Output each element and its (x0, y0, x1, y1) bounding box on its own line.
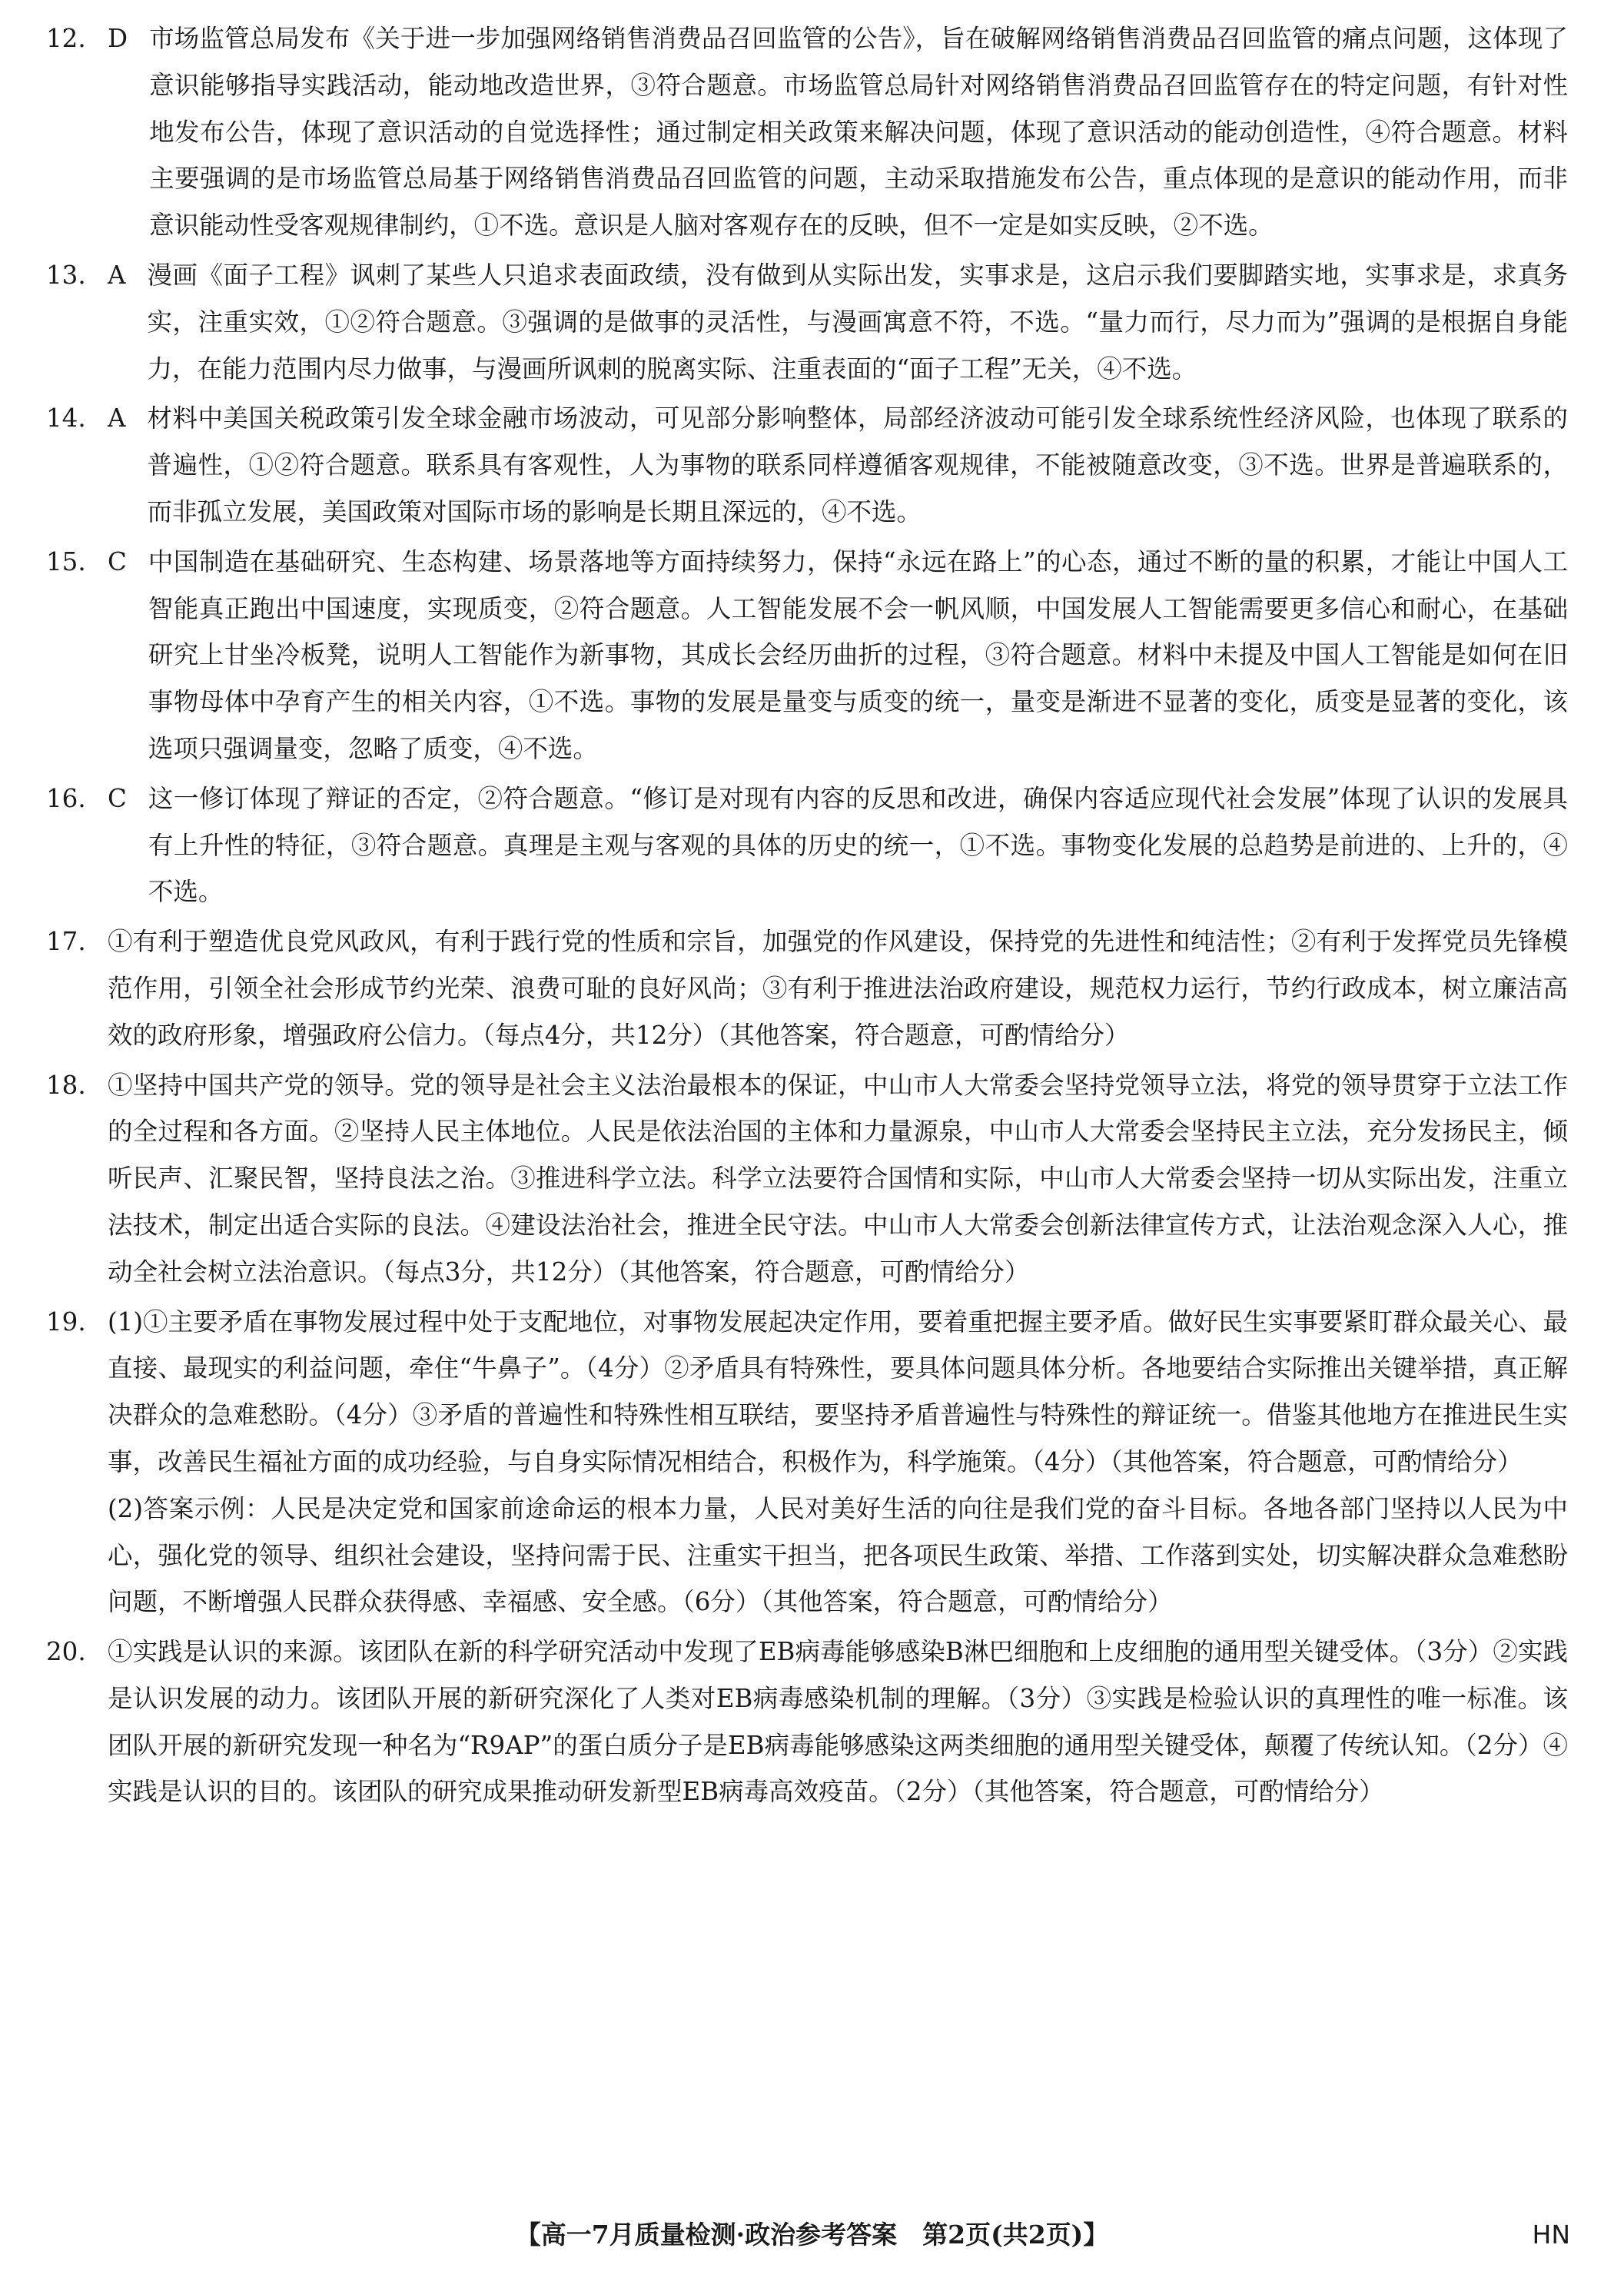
footer-code: HN (1532, 2220, 1570, 2250)
page-footer (0, 2212, 1624, 2258)
footer-title: 【高一7月质量检测·政治参考答案 第2页(共2页)】 (515, 2220, 1109, 2250)
answer-letter: C (108, 783, 127, 813)
answer-item-19 (46, 1299, 1568, 1626)
answer-item-17 (46, 918, 1568, 1058)
explanation-text: 市场监管总局发布《关于进一步加强网络销售消费品召回监管的公告》，旨在破解网络销售消费品召回监管的痛点问题，这体现了意识能够指导实践活动，能动地改造世界，③符合题意。市场监管总局针对网络销售消费品召回监管存在的特定问题，有针对性地发布公告，体现了意识活动的自觉选择性；通过制定相关政策来解决问题，体现了意识活动的能动创造性，④符合题意。材料主要强调的是市场监管总局基于网络销售消费品召回监管的问题，主动采取措施发布公告，重点体现的是意识的能动作用，而非意识能动性受客观规律制约，①不选。意识是人脑对客观存在的反映，但不一定是如实反映，②不选。 (149, 24, 1568, 241)
answer-item-16 (46, 775, 1568, 915)
answer-letter: A (108, 403, 126, 433)
explanation-text: ①坚持中国共产党的领导。党的领导是社会主义法治最根本的保证，中山市人大常委会坚持党领导立法，将党的领导贯穿于立法工作的全过程和各方面。②坚持人民主体地位。人民是依法治国的主体和力量源泉，中山市人大常委会坚持民主立法，充分发扬民主，倾听民声、汇聚民智，坚持良法之治。③推进科学立法。科学立法要符合国情和实际，中山市人大常委会坚持一切从实际出发，注重立法技术，制定出适合实际的良法。④建设法治社会，推进全民守法。中山市人大常委会创新法律宣传方式，让法治观念深入人心，推动全社会树立法治意识。（每点3分，共12分）（其他答案，符合题意，可酌情给分） (108, 1070, 1568, 1287)
explanation-text: ①有利于塑造优良党风政风，有利于践行党的性质和宗旨，加强党的作风建设，保持党的先进性和纯洁性；②有利于发挥党员先锋模范作用，引领全社会形成节约光荣、浪费可耻的良好风尚；③有利于推进法治政府建设，规范权力运行，节约行政成本，树立廉洁高效的政府形象，增强政府公信力。（每点4分，共12分）（其他答案，符合题意，可酌情给分） (108, 927, 1568, 1050)
explanation-text: ①实践是认识的来源。该团队在新的科学研究活动中发现了EB病毒能够感染B淋巴细胞和上皮细胞的通用型关键受体。（3分）②实践是认识发展的动力。该团队开展的新研究深化了人类对EB病毒感染机制的理解。（3分）③实践是检验认识的真理性的唯一标准。该团队开展的新研究发现一种名为“R9AP”的蛋白质分子是EB病毒能够感染这两类细胞的通用型关键受体，颠覆了传统认知。（2分）④实践是认识的目的。该团队的研究成果推动研发新型EB病毒高效疫苗。（2分）（其他答案，符合题意，可酌情给分） (108, 1637, 1568, 1807)
answer-item-18 (46, 1062, 1568, 1296)
answer-letter: A (108, 260, 126, 290)
explanation-text: 中国制造在基础研究、生态构建、场景落地等方面持续努力，保持“永远在路上”的心态，通过不断的量的积累，才能让中国人工智能真正跑出中国速度，实现质变，②符合题意。人工智能发展不会一帆风顺，中国发展人工智能需要更多信心和耐心，在基础研究上甘坐冷板凳，说明人工智能作为新事物，其成长会经历曲折的过程，③符合题意。材料中未提及中国人工智能是如何在旧事物母体中孕育产生的相关内容，①不选。事物的发展是量变与质变的统一，量变是渐进不显著的变化，质变是显著的变化，该选项只强调量变，忽略了质变，④不选。 (148, 546, 1568, 763)
answer-item-15 (46, 539, 1568, 772)
answer-list (46, 15, 1568, 1818)
explanation-text: 漫画《面子工程》讽刺了某些人只追求表面政绩，没有做到从实际出发，实事求是，这启示我们要脚踏实地，实事求是，求真务实，注重实效，①②符合题意。③强调的是做事的灵活性，与漫画寓意不符，不选。“量力而行，尽力而为”强调的是根据自身能力，在能力范围内尽力做事，与漫画所讽刺的脱离实际、注重表面的“面子工程”无关，④不选。 (147, 260, 1568, 384)
answer-item-14 (46, 395, 1568, 535)
question-number: 19. (46, 1307, 86, 1337)
answer-letter: C (108, 546, 127, 576)
question-number: 17. (46, 927, 86, 957)
answer-item-20 (46, 1629, 1568, 1815)
answer-item-13 (46, 252, 1568, 392)
sub-answer-1: (1)①主要矛盾在事物发展过程中处于支配地位，对事物发展起决定作用，要着重把握主要矛盾。做好民生实事要紧盯群众最关心、最直接、最现实的利益问题，牵住“牛鼻子”。（4分）②矛盾具有特殊性，要具体问题具体分析。各地要结合实际推出关键举措，真正解决群众的急难愁盼。（4分）③矛盾的普遍性和特殊性相互联结，要坚持矛盾普遍性与特殊性的辩证统一。借鉴其他地方在推进民生实事，改善民生福祉方面的成功经验，与自身实际情况相结合，积极作为，科学施策。（4分）（其他答案，符合题意，可酌情给分） (108, 1307, 1568, 1476)
explanation-text (108, 1299, 1568, 1626)
answer-item-12 (46, 15, 1568, 249)
explanation-text: 这一修订体现了辩证的否定，②符合题意。“修订是对现有内容的反思和改进，确保内容适应现代社会发展”体现了认识的发展具有上升性的特征，③符合题意。真理是主观与客观的具体的历史的统一，①不选。事物变化发展的总趋势是前进的、上升的，④不选。 (148, 783, 1568, 907)
answer-letter: D (108, 24, 128, 53)
explanation-text: 材料中美国关税政策引发全球金融市场波动，可见部分影响整体，局部经济波动可能引发全球系统性经济风险，也体现了联系的普遍性，①②符合题意。联系具有客观性，人为事物的联系同样遵循客观规律，不能被随意改变，③不选。世界是普遍联系的，而非孤立发展，美国政策对国际市场的影响是长期且深远的，④不选。 (147, 403, 1568, 526)
question-number: 14. (46, 403, 86, 433)
sub-answer-2: (2)答案示例：人民是决定党和国家前途命运的根本力量，人民对美好生活的向往是我们党的奋斗目标。各地各部门坚持以人民为中心，强化党的领导、组织社会建设，坚持问需于民、注重实干担当，把各项民生政策、举措、工作落到实处，切实解决群众急难愁盼问题，不断增强人民群众获得感、幸福感、安全感。（6分）（其他答案，符合题意，可酌情给分） (108, 1493, 1568, 1617)
question-number: 16. (46, 783, 86, 813)
question-number: 15. (46, 546, 86, 576)
question-number: 20. (46, 1637, 86, 1667)
question-number: 12. (46, 24, 86, 53)
question-number: 13. (46, 260, 86, 290)
question-number: 18. (46, 1070, 86, 1100)
